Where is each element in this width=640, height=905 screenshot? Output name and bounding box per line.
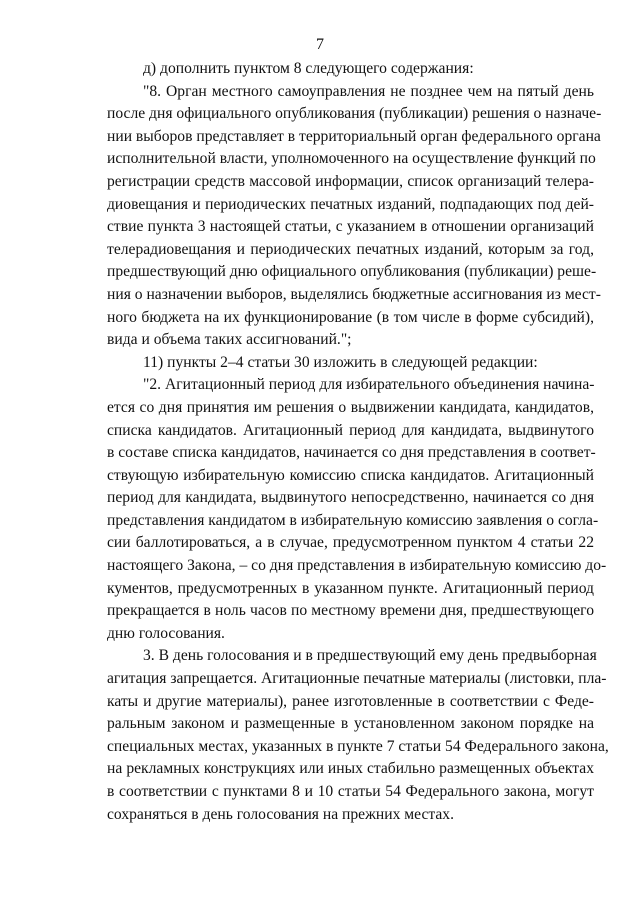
text-line: ствующую избирательную комиссию списка кандидатов. Агитационный (107, 466, 594, 484)
text-line: в составе списка кандидатов, начинается со дня представления в соответ- (107, 444, 596, 462)
text-line: "8. Орган местного самоуправления не позднее чем на пятый день (143, 82, 594, 100)
text-line: агитация запрещается. Агитационные печатные материалы (листовки, пла- (107, 670, 607, 688)
text-line: диовещания и периодических печатных изданий, подпадающих под дей- (107, 195, 594, 213)
text-line: специальных местах, указанных в пункте 7 статьи 54 Федерального закона, (107, 737, 609, 755)
text-line: в соответствии с пунктами 8 и 10 статьи 54 Федерального закона, могут (107, 783, 594, 800)
text-line: нии выборов представляет в территориальный орган федерального органа (107, 127, 601, 145)
text-line: ральным законом и размещенные в установленном законом порядке на (107, 715, 594, 733)
text-line: 3. В день голосования и в предшествующий ему день предвыборная (143, 647, 597, 665)
text-line: д) дополнить пунктом 8 следующего содержания: (143, 60, 474, 77)
text-line: "2. Агитационный период для избирательного объединения начина- (143, 376, 595, 394)
text-line: период для кандидата, выдвинутого непосредственно, начинается со дня (107, 489, 594, 507)
text-line: ного бюджета на их функционирование (в том числе в форме субсидий), (107, 308, 594, 326)
text-line: представления кандидатом в избирательную комиссию заявления о согла- (107, 511, 599, 529)
text-line: ется со дня принятия им решения о выдвижении кандидата, кандидатов, (107, 398, 594, 416)
text-line: телерадиовещания и периодических печатных изданий, которым за год, (107, 240, 594, 258)
text-line: вида и объема таких ассигнований."; (107, 331, 352, 349)
text-line: ния о назначении выборов, выделялись бюджетные ассигнования из мест- (107, 285, 601, 303)
text-line: 11) пункты 2–4 статьи 30 изложить в следующей редакции: (143, 353, 538, 371)
text-line: дню голосования. (107, 624, 225, 642)
text-line: списка кандидатов. Агитационный период для кандидата, выдвинутого (107, 421, 594, 439)
document-body (107, 58, 609, 826)
text-line: каты и другие материалы), ранее изготовленные в соответствии с Феде- (107, 692, 594, 710)
text-line: после дня официального опубликования (публикации) решения о назначе- (107, 105, 602, 123)
page-number: 7 (316, 36, 324, 53)
text-line: сохраняться в день голосования на прежних местах. (107, 805, 454, 823)
text-line: предшествующий дню официального опубликования (публикации) реше- (107, 263, 597, 281)
text-line: настоящего Закона, – со дня представления в избирательную комиссию до- (107, 557, 607, 575)
text-line: исполнительной власти, уполномоченного на осуществление функций по (107, 150, 596, 168)
text-line: регистрации средств массовой информации, список организаций телера- (107, 172, 594, 190)
text-line: прекращается в ноль часов по местному времени дня, предшествующего (107, 602, 594, 620)
text-line: сии баллотироваться, а в случае, предусмотренном пунктом 4 статьи 22 (107, 534, 594, 552)
text-line: ствие пункта 3 настоящей статьи, с указанием в отношении организаций (107, 218, 594, 236)
text-line: на рекламных конструкциях или иных стабильно размещенных объектах (107, 760, 594, 778)
text-line: кументов, предусмотренных в указанном пункте. Агитационный период (107, 579, 594, 597)
